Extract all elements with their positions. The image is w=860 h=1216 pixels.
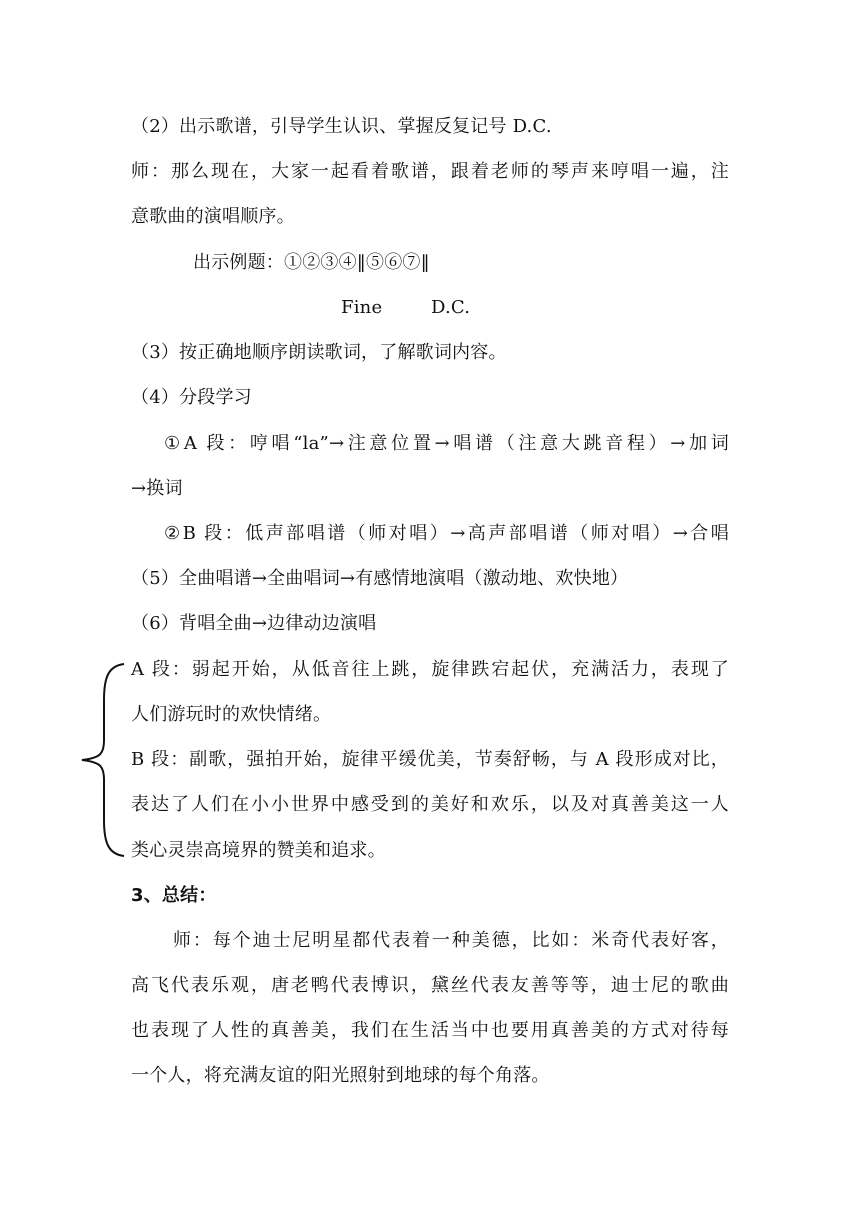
- summary-line-1: 师：每个迪士尼明星都代表着一种美德，比如：米奇代表好客，: [173, 930, 729, 951]
- summary-heading: 3、总结：: [131, 885, 217, 906]
- analysis-b-line-3: 类心灵崇高境界的赞美和追求。: [131, 840, 386, 861]
- step-2-text: （2）出示歌谱，引导学生认识、掌握反复记号 D.C.: [131, 116, 552, 137]
- step-6-text: （6）背唱全曲→边律动边演唱: [131, 613, 377, 634]
- summary-line-3: 也表现了人性的真善美，我们在生活当中也要用真善美的方式对待每: [131, 1020, 729, 1041]
- teacher-line-1: 师：那么现在，大家一起看着歌谱，跟着老师的琴声来哼唱一遍，注: [131, 161, 729, 182]
- dc-marker: D.C.: [431, 297, 471, 318]
- summary-line-4: 一个人，将充满友谊的阳光照射到地球的每个角落。: [131, 1065, 550, 1086]
- a-section-line-2: →换词: [131, 478, 183, 499]
- step-4-text: （4）分段学习: [131, 387, 252, 408]
- example-label: 出示例题：①②③④‖⑤⑥⑦‖: [193, 252, 430, 273]
- analysis-a-line-2: 人们游玩时的欢快情绪。: [131, 704, 332, 725]
- curly-brace-icon: [78, 660, 128, 860]
- summary-line-2: 高飞代表乐观，唐老鸭代表博识，黛丝代表友善等等，迪士尼的歌曲: [131, 975, 729, 996]
- analysis-b-line-2: 表达了人们在小小世界中感受到的美好和欢乐，以及对真善美这一人: [131, 794, 729, 815]
- step-5-text: （5）全曲唱谱→全曲唱词→有感情地演唱（激动地、欢快地）: [131, 568, 629, 589]
- analysis-b-line-1: B 段：副歌，强拍开始，旋律平缓优美，节奏舒畅，与 A 段形成对比，: [131, 749, 729, 770]
- a-section-line-1: ①A 段：哼唱“la”→注意位置→唱谱（注意大跳音程）→加词: [164, 433, 729, 454]
- teacher-line-2: 意歌曲的演唱顺序。: [131, 206, 295, 227]
- fine-marker: Fine: [341, 297, 383, 318]
- step-3-text: （3）按正确地顺序朗读歌词，了解歌词内容。: [131, 342, 507, 363]
- analysis-a-line-1: A 段：弱起开始，从低音往上跳，旋律跌宕起伏，充满活力，表现了: [131, 659, 729, 680]
- b-section-text: ②B 段：低声部唱谱（师对唱）→高声部唱谱（师对唱）→合唱: [164, 523, 729, 544]
